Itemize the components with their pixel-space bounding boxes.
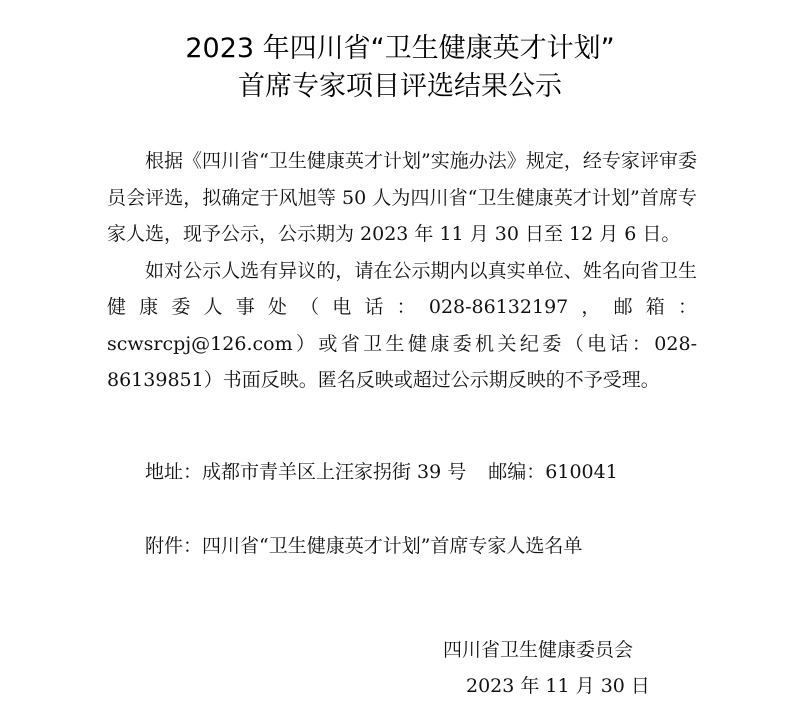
attachment-line: 附件：四川省“卫生健康英才计划”首席专家人选名单 [145,535,583,557]
document-title-line2: 首席专家项目评选结果公示 [238,71,562,102]
paragraph-announcement: 根据《四川省“卫生健康英才计划”实施办法》规定，经专家评审委员会评选，拟确定于风旭等 50 人为四川省“卫生健康英才计划”首席专家人选，现予公示，公示期为 2023 年 11 月 30 日至 12 月 6 日。 [107,150,697,245]
paragraph-objection-contact: 如对公示人选有异议的，请在公示期内以真实单位、姓名向省卫生健康委人事处（电话：028-86132197，邮箱：scwsrcpj@126.com）或省卫生健康委机关纪委（电话：028-86139851）书面反映。匿名反映或超过公示期反映的不予受理。 [107,259,697,391]
document-title-line1: 2023 年四川省“卫生健康英才计划” [185,33,615,64]
address-text: 地址：成都市青羊区上汪家拐街 39 号 [145,461,467,483]
address-line [145,454,618,490]
document-body [107,143,697,399]
signature-date: 2023 年 11 月 30 日 [466,675,650,697]
signer-name: 四川省卫生健康委员会 [443,639,634,661]
postcode-text: 邮编：610041 [488,461,618,483]
